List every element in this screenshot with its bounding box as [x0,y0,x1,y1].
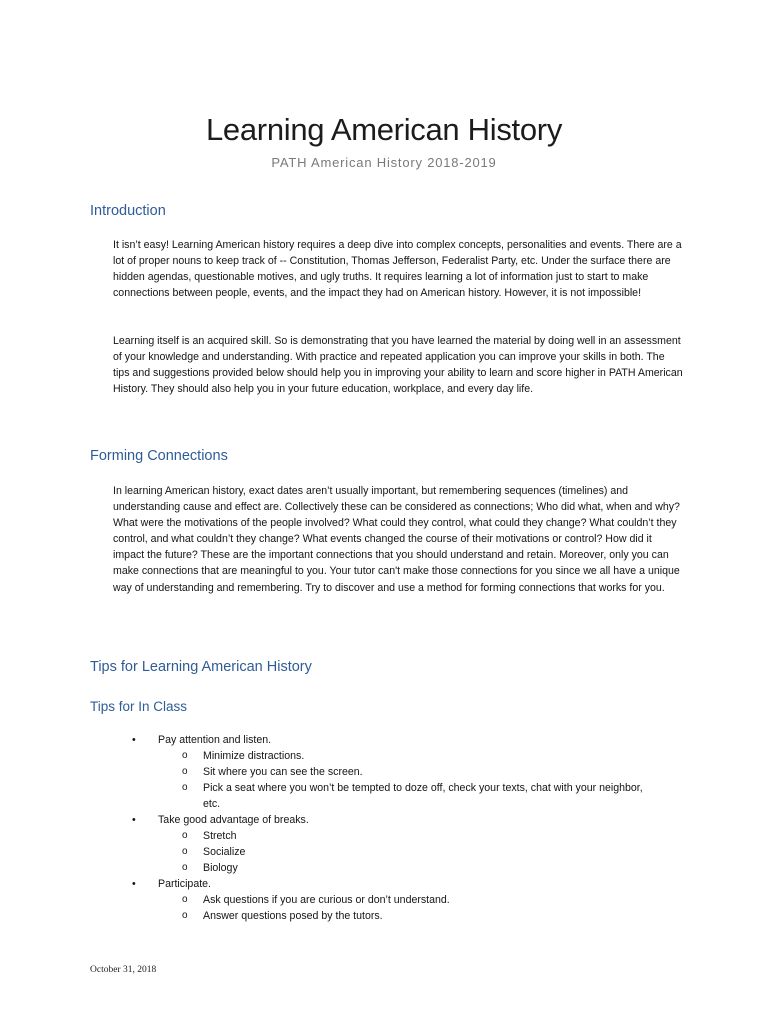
footer-date: October 31, 2018 [90,965,157,975]
list-item-text: Take good advantage of breaks. [158,814,309,826]
sub-list-item-text: Sit where you can see the screen. [203,766,363,778]
list-item-text: Pay attention and listen. [158,734,272,746]
list-item-text: Participate. [158,878,211,890]
sub-bullet-icon: o [182,846,188,857]
list-item [0,876,768,892]
heading-tips: Tips for Learning American History [90,659,312,675]
sub-list-item-text: Stretch [203,830,237,842]
heading-tips-in-class: Tips for In Class [90,699,188,714]
sub-list-item-text: Biology [203,862,238,874]
heading-introduction: Introduction [90,203,166,219]
connections-paragraph: In learning American history, exact dates aren’t usually important, but remembering sequences (timelines) and understanding cause and effect are. Collectively these can be considered as connections; Who did what, when and why? What were the motivations of the people involved? What could they control, what could they change? What couldn’t they control, and what couldn’t they change? What events changed the course of their motivations or control? How did it impact the future? These are the important connections that you should understand and retain. Moreover, only you can make connections that are meaningful to you. Your tutor can't make those connections for you since we all have a unique way of understanding and remembering. Try to discover and use a method for forming connections that works for you. [113,485,680,594]
tips-in-class-list [0,732,768,924]
intro-paragraph-2: Learning itself is an acquired skill. So is demonstrating that you have learned the material by doing well in an assessment of your knowledge and understanding. With practice and repeated application you can improve your skills in both. The tips and suggestions provided below should help you in improving your ability to learn and score higher in PATH American History. They should also help you in your future education, workplace, and every day life. [113,335,683,396]
document-subtitle: PATH American History 2018-2019 [271,155,497,170]
document-title: Learning American History [205,112,563,147]
sub-list-item-text: Pick a seat where you won’t be tempted to doze off, check your texts, chat with your neighbor, etc. [203,782,643,810]
bullet-icon: • [132,734,136,746]
sub-bullet-icon: o [182,910,188,921]
sub-list-item-text: Socialize [203,846,246,858]
sub-bullet-icon: o [182,862,188,873]
sub-list-item [0,764,643,780]
bullet-icon: • [132,814,136,826]
sub-list-item-text: Ask questions if you are curious or don’t understand. [203,894,450,906]
sub-list-item [0,860,643,876]
sub-list-item [0,892,643,908]
list-item [0,812,768,828]
sub-list-item [0,748,643,764]
sub-list-item [0,908,643,924]
intro-paragraph-1: It isn’t easy! Learning American history requires a deep dive into complex concepts, personalities and events. There are a lot of proper nouns to keep track of -- Constitution, Thomas Jefferson, Federalist Party, etc. Under the surface there are hidden agendas, questionable motives, and ugly truths. It requires learning a lot of information just to start to make connections between people, events, and the impact they had on American history. However, it is not impossible! [113,239,682,300]
bullet-icon: • [132,878,136,890]
sub-bullet-icon: o [182,750,188,761]
heading-forming-connections: Forming Connections [90,448,228,464]
list-item [0,732,768,748]
sub-bullet-icon: o [182,830,188,841]
sub-list-item [0,844,643,860]
sub-bullet-icon: o [182,782,188,793]
sub-bullet-icon: o [182,894,188,905]
sub-list-item [0,780,643,812]
sub-list-item-text: Answer questions posed by the tutors. [203,910,383,922]
sub-list-item [0,828,643,844]
sub-list-item-text: Minimize distractions. [203,750,305,762]
sub-bullet-icon: o [182,766,188,777]
